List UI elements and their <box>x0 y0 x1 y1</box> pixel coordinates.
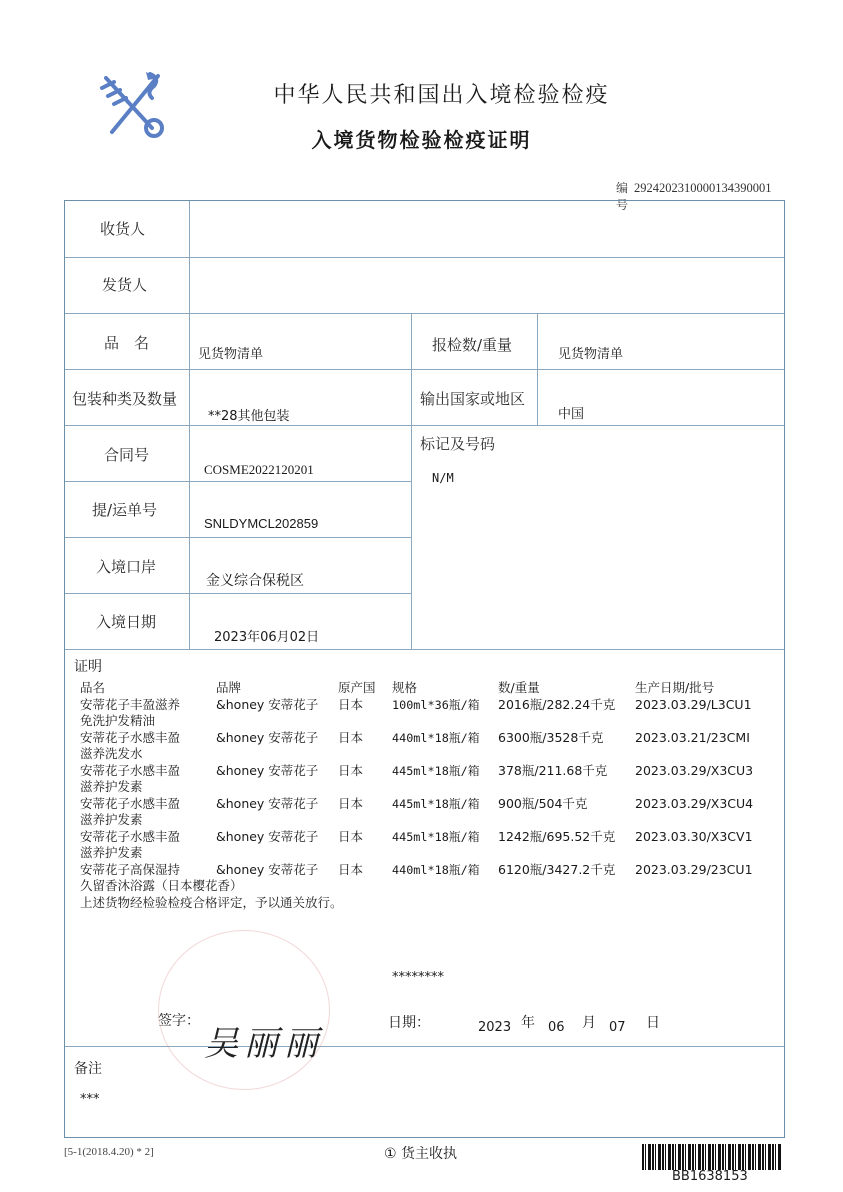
remarks-label: 备注 <box>74 1061 102 1077</box>
column-header: 品名 <box>80 680 106 695</box>
item-quantity: 2016瓶/282.24千克 <box>498 696 616 712</box>
barcode-number: BB1638153 <box>672 1169 748 1184</box>
column-header: 规格 <box>392 680 418 695</box>
goods-row-continued <box>80 779 780 796</box>
item-name-line2: 滋养护发素 <box>80 779 143 794</box>
package-value: **28其他包装 <box>208 409 290 424</box>
consignor-label: 发货人 <box>102 276 148 294</box>
product-value: 见货物清单 <box>198 347 264 362</box>
goods-row <box>80 730 780 747</box>
issue-year: 2023 <box>478 1020 512 1035</box>
item-name-line2: 滋养护发素 <box>80 812 143 827</box>
item-spec: 440ml*18瓶/箱 <box>392 730 480 745</box>
serial-label: 编号 <box>616 181 629 212</box>
issue-month: 06 <box>548 1020 565 1035</box>
goods-row <box>80 862 780 879</box>
item-brand: &honey 安蒂花子 <box>216 795 319 811</box>
item-spec: 445ml*18瓶/箱 <box>392 763 480 778</box>
item-spec: 100ml*36瓶/箱 <box>392 697 480 712</box>
item-name: 安蒂花子水感丰盈 <box>80 762 181 778</box>
item-origin: 日本 <box>338 762 364 778</box>
port-value: 金义综合保税区 <box>206 573 304 589</box>
item-brand: &honey 安蒂花子 <box>216 729 319 745</box>
item-origin: 日本 <box>338 861 364 877</box>
item-quantity: 900瓶/504千克 <box>498 795 588 811</box>
item-brand: &honey 安蒂花子 <box>216 861 319 877</box>
certificate-section-title: 证明 <box>74 659 102 675</box>
item-batch: 2023.03.29/X3CU3 <box>635 762 754 778</box>
copy-mark: ① 货主收执 <box>384 1146 458 1162</box>
column-header: 数/重量 <box>498 680 540 695</box>
item-spec: 445ml*18瓶/箱 <box>392 829 480 844</box>
product-label: 品 名 <box>104 334 150 352</box>
remarks-value: *** <box>80 1092 100 1107</box>
contract-value: COSME2022120201 <box>204 462 314 477</box>
authority-title: 中华人民共和国出入境检验检疫 <box>273 83 610 108</box>
consignee-label: 收货人 <box>100 220 146 238</box>
goods-row-continued <box>80 878 780 895</box>
goods-header-row <box>80 680 780 697</box>
item-brand: &honey 安蒂花子 <box>216 762 319 778</box>
column-header: 原产国 <box>338 680 376 695</box>
document-title: 入境货物检验检疫证明 <box>311 128 532 152</box>
item-name-line2: 滋养护发素 <box>80 845 143 860</box>
quantity-label: 报检数/重量 <box>432 336 513 354</box>
item-origin: 日本 <box>338 729 364 745</box>
item-name-line2: 久留香沐浴露（日本樱花香） <box>80 878 243 893</box>
goods-row-continued <box>80 713 780 730</box>
item-quantity: 6300瓶/3528千克 <box>498 729 604 745</box>
entry-date-value: 2023年06月02日 <box>214 630 320 645</box>
item-origin: 日本 <box>338 828 364 844</box>
item-name-line2: 滋养洗发水 <box>80 746 143 761</box>
item-spec: 445ml*18瓶/箱 <box>392 796 480 811</box>
issue-day: 07 <box>609 1020 626 1035</box>
item-quantity: 1242瓶/695.52千克 <box>498 828 616 844</box>
signature-label: 签字： <box>158 1013 200 1029</box>
goods-list <box>80 680 780 911</box>
issue-date-label: 日期： <box>388 1015 430 1031</box>
origin-value: 中国 <box>558 407 585 422</box>
item-batch: 2023.03.29/L3CU1 <box>635 696 752 712</box>
goods-row-continued <box>80 845 780 862</box>
item-name: 安蒂花子水感丰盈 <box>80 729 181 745</box>
year-char: 年 <box>521 1015 535 1031</box>
port-label: 入境口岸 <box>96 558 157 576</box>
month-char: 月 <box>582 1015 596 1031</box>
serial-number: 2924202310000134390001 <box>634 181 772 195</box>
handwritten-signature: 吴丽丽 <box>204 1024 324 1064</box>
item-batch: 2023.03.30/X3CV1 <box>635 828 753 844</box>
column-header: 品牌 <box>216 680 242 695</box>
goods-row-continued <box>80 746 780 763</box>
conclusion-row <box>80 895 780 912</box>
goods-row <box>80 796 780 813</box>
item-name: 安蒂花子高保湿持 <box>80 861 181 877</box>
conclusion-text: 上述货物经检验检疫合格评定，予以通关放行。 <box>80 894 343 910</box>
package-label: 包装种类及数量 <box>72 390 178 408</box>
item-quantity: 378瓶/211.68千克 <box>498 762 608 778</box>
marks-label: 标记及号码 <box>420 435 496 453</box>
item-name: 安蒂花子水感丰盈 <box>80 828 181 844</box>
goods-row <box>80 829 780 846</box>
goods-row <box>80 763 780 780</box>
day-char: 日 <box>646 1015 660 1031</box>
item-batch: 2023.03.29/X3CU4 <box>635 795 754 811</box>
barcode-icon <box>642 1144 782 1170</box>
contract-label: 合同号 <box>104 446 150 464</box>
item-name: 安蒂花子丰盈滋养 <box>80 696 181 712</box>
entry-date-label: 入境日期 <box>96 613 157 631</box>
item-batch: 2023.03.21/23CMI <box>635 729 750 745</box>
item-origin: 日本 <box>338 795 364 811</box>
form-code: [5-1(2018.4.20) * 2] <box>64 1146 154 1158</box>
goods-row <box>80 697 780 714</box>
bill-of-lading-value: SNLDYMCL202859 <box>204 516 319 531</box>
quantity-value: 见货物清单 <box>558 347 624 362</box>
origin-label: 输出国家或地区 <box>420 390 526 408</box>
item-brand: &honey 安蒂花子 <box>216 828 319 844</box>
marks-value: N/M <box>432 471 454 485</box>
item-spec: 440ml*18瓶/箱 <box>392 862 480 877</box>
item-batch: 2023.03.29/23CU1 <box>635 861 753 877</box>
bill-of-lading-label: 提/运单号 <box>92 501 158 519</box>
item-quantity: 6120瓶/3427.2千克 <box>498 861 616 877</box>
item-origin: 日本 <box>338 696 364 712</box>
item-name: 安蒂花子水感丰盈 <box>80 795 181 811</box>
masked-officer: ******** <box>392 970 444 985</box>
item-name-line2: 免洗护发精油 <box>80 713 156 728</box>
item-brand: &honey 安蒂花子 <box>216 696 319 712</box>
column-header: 生产日期/批号 <box>635 680 715 695</box>
goods-row-continued <box>80 812 780 829</box>
